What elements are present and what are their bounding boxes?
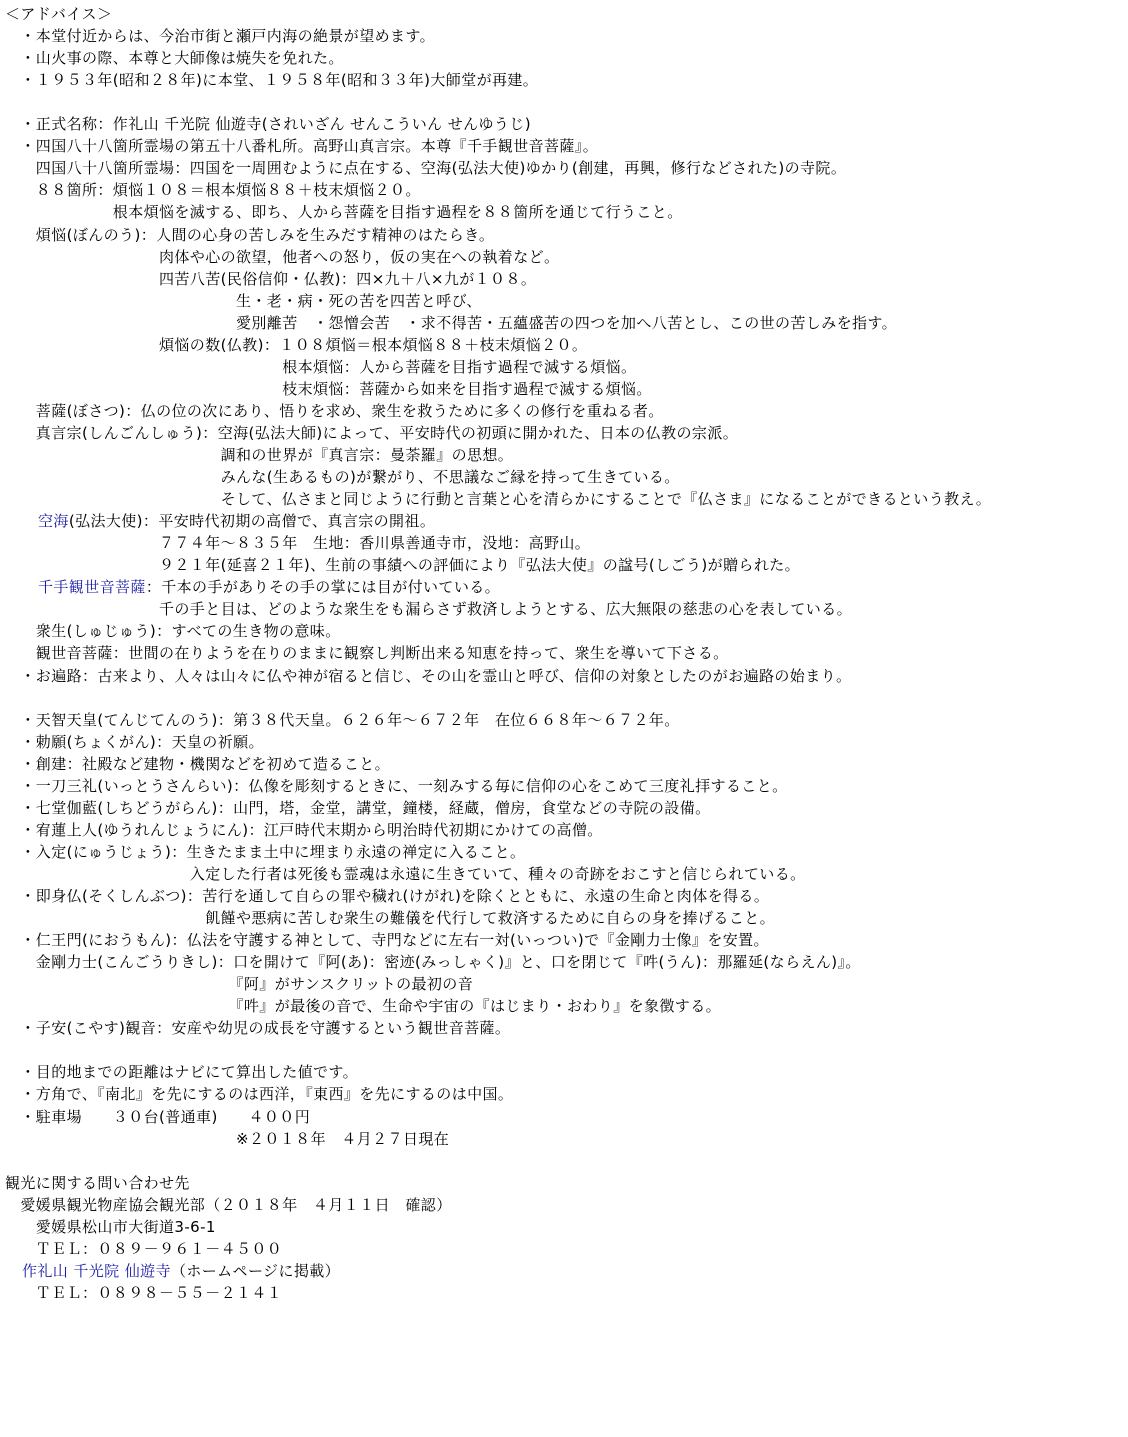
line-text: 四国八十八箇所霊場：四国を一周囲むように点在する、空海(弘法大使)ゆかり(創建，再興，修行などされた)の寺院。 (5, 159, 847, 178)
text-line (5, 290, 482, 312)
text-line (5, 1083, 513, 1105)
text-line (5, 775, 788, 797)
line-text: ：千本の手がありその手の掌には目が付いている。 (145, 578, 501, 597)
text-line (5, 268, 536, 290)
line-text: ７７４年～８３５年 生地：香川県善通寺市，没地：高野山。 (5, 534, 591, 553)
text-line (5, 224, 494, 246)
line-text: ・天智天皇(てんじてんのう)：第３８代天皇。６２６年～６７２年 在位６６８年～６７２年。 (5, 710, 680, 729)
line-text: 煩悩(ぼんのう)：人間の心身の苦しみを生みだす精神のはたらき。 (5, 225, 495, 244)
line-text: 飢饉や悪病に苦しむ衆生の難儀を代行して救済するために自らの身を捧げること。 (5, 909, 776, 928)
line-text: 根本煩悩を滅する、即ち、人から菩薩を目指す過程を８８箇所を通じて行うこと。 (5, 203, 683, 222)
text-line (38, 510, 435, 532)
text-line (5, 1194, 452, 1216)
line-text: ＴＥＬ：０８９８－５５－２１４１ (5, 1283, 283, 1302)
term-link[interactable]: 空海 (38, 512, 69, 531)
line-text: ＜アドバイス＞ (5, 5, 113, 23)
text-line (5, 135, 598, 157)
line-text: ・１９５３年(昭和２８年)に本堂、１９５８年(昭和３３年)大師堂が再建。 (5, 71, 539, 90)
line-text: ９２１年(延喜２１年)、生前の事績への評価により『弘法大使』の諡号(しごう)が贈られた。 (5, 556, 801, 575)
line-text: みんな(生あるもの)が繋がり、不思議なご縁を持って生きている。 (5, 468, 680, 487)
text-line (5, 620, 341, 642)
line-text: 金剛力士(こんごうりきし)：口を開けて『阿(あ)：密迹(みっしゃく)』と、口を閉じて『吽(うん)：那羅延(ならえん)』。 (5, 953, 861, 972)
line-text: 愛別離苦 ・怨憎会苦 ・求不得苦・五蘊盛苦の四つを加へ八苦とし、この世の苦しみを指す。 (5, 313, 898, 332)
text-line (5, 907, 775, 929)
text-line (5, 532, 590, 554)
line-text: ・入定(にゅうじょう)：生きたまま土中に埋まり永遠の禅定に入ること。 (5, 842, 526, 861)
text-line (5, 1128, 449, 1150)
text-line (5, 1061, 358, 1083)
line-text: 肉体や心の欲望，他者への怒り，仮の実在への執着など。 (5, 247, 560, 266)
text-line (5, 863, 806, 885)
text-line (5, 179, 421, 201)
text-line (5, 444, 513, 466)
text-line (5, 334, 587, 356)
line-text: ８８箇所：煩悩１０８＝根本煩悩８８＋枝末煩悩２０。 (5, 181, 421, 200)
line-text: ・宥蓮上人(ゆうれんじょうにん)：江戸時代末期から明治時代初期にかけての高僧。 (5, 820, 603, 839)
line-text: （ホームページに掲載） (170, 1261, 341, 1280)
line-text: 観光に関する問い合わせ先 (5, 1173, 190, 1192)
text-line (5, 312, 897, 334)
line-text: ・一刀三礼(いっとうさんらい)：仏像を彫刻するときに、一刻みする毎に信仰の心をこめて三度礼拝すること。 (5, 776, 788, 795)
text-line (5, 69, 538, 91)
line-text: (弘法大使)：平安時代初期の高僧で、真言宗の開祖。 (68, 512, 436, 531)
text-line (5, 378, 652, 400)
line-text: ・目的地までの距離はナビにて算出した値です。 (5, 1063, 359, 1082)
text-line (5, 3, 112, 25)
line-text: そして、仏さまと同じように行動と言葉と心を清らかにすることで『仏さま』になることができるという教え。 (5, 490, 992, 509)
text-line (5, 554, 800, 576)
text-line (5, 1238, 282, 1260)
text-line (38, 576, 500, 598)
line-text: 『阿』がサンスクリットの最初の音 (5, 975, 474, 994)
text-line (5, 422, 738, 444)
text-line (5, 201, 683, 223)
text-line (5, 731, 264, 753)
text-line (5, 819, 603, 841)
text-line (5, 1017, 510, 1039)
text-line (5, 929, 769, 951)
text-line (5, 400, 664, 422)
text-line (5, 1216, 216, 1238)
line-text: 真言宗(しんごんしゅう)：空海(弘法大師)によって、平安時代の初頭に開かれた、日本の仏教の宗派。 (5, 423, 739, 442)
text-line (5, 356, 636, 378)
text-line (5, 665, 851, 687)
line-text: 千の手と目は、どのような衆生をも漏らさず救済しようとする、広大無限の慈悲の心を表している。 (5, 600, 853, 619)
text-line (5, 885, 769, 907)
text-line (5, 157, 846, 179)
line-text: 愛媛県松山市大街道3-6-1 (5, 1217, 216, 1236)
term-link[interactable]: 千手観世音菩薩 (38, 578, 146, 597)
line-text: ・創建：社殿など建物・機関などを初めて造ること。 (5, 754, 391, 773)
line-text: ・お遍路：古来より、人々は山々に仏や神が宿ると信じ、その山を霊山と呼び、信仰の対象としたのがお遍路の始まり。 (5, 666, 852, 685)
text-line (5, 1172, 190, 1194)
line-text: ※２０１８年 ４月２７日現在 (5, 1129, 450, 1148)
line-text: ・方角で、『南北』を先にするのは西洋，『東西』を先にするのは中国。 (5, 1085, 514, 1104)
line-text: 『吽』が最後の音で、生命や宇宙の『はじまり・おわり』を象徴する。 (5, 997, 722, 1016)
text-line (5, 466, 680, 488)
line-text: 調和の世界が『真言宗：曼荼羅』の思想。 (5, 446, 514, 464)
text-line (5, 1282, 282, 1304)
line-text: ・正式名称：作礼山 千光院 仙遊寺(されいざん せんこういん せんゆうじ) (5, 115, 531, 134)
text-line (5, 973, 473, 995)
text-line (5, 642, 729, 664)
line-text: ・四国八十八箇所霊場の第五十八番札所。高野山真言宗。本尊『千手観世音菩薩』。 (5, 137, 599, 156)
text-line (5, 598, 852, 620)
term-link[interactable]: 作礼山 千光院 仙遊寺 (22, 1261, 171, 1280)
text-line (5, 709, 680, 731)
text-line (5, 113, 531, 135)
line-text: 愛媛県観光物産協会観光部（２０１８年 ４月１１日 確認） (5, 1195, 452, 1214)
line-text: ・本堂付近からは、今治市街と瀬戸内海の絶景が望めます。 (5, 27, 436, 46)
line-text: ・七堂伽藍(しちどうがらん)：山門，塔，金堂，講堂，鐘楼，経蔵，僧房，食堂などの寺院の設備。 (5, 798, 711, 817)
line-text: 四苦八苦(民俗信仰・仏教)：四×九＋八×九が１０８。 (5, 269, 537, 288)
text-line (5, 1106, 310, 1128)
text-line (5, 797, 711, 819)
line-text: ・子安(こやす)観音：安産や幼児の成長を守護するという観世音菩薩。 (5, 1019, 511, 1038)
text-line (5, 841, 525, 863)
line-text: 枝末煩悩：菩薩から如来を目指す過程で滅する煩悩。 (5, 379, 652, 398)
line-text: ・山火事の際、本尊と大師像は焼失を免れた。 (5, 49, 344, 68)
text-line (5, 25, 435, 47)
line-text: ・仁王門(におうもん)：仏法を守護する神として、寺門などに左右一対(いっつい)で『金剛力士像』を安置。 (5, 931, 769, 950)
line-text: ・駐車場 ３０台(普通車) ４００円 (5, 1107, 311, 1126)
line-text: 煩悩の数(仏教)：１０８煩悩＝根本煩悩８８＋枝末煩悩２０。 (5, 335, 588, 354)
line-text: 衆生(しゅじゅう)：すべての生き物の意味。 (5, 622, 341, 641)
text-line (22, 1260, 340, 1282)
text-line (5, 995, 721, 1017)
line-text: ・勅願(ちょくがん)：天皇の祈願。 (5, 732, 264, 751)
line-text: 根本煩悩：人から菩薩を目指す過程で滅する煩悩。 (5, 357, 637, 376)
text-line (5, 47, 344, 69)
text-line (5, 951, 861, 973)
text-line (5, 753, 390, 775)
line-text: 入定した行者は死後も霊魂は永遠に生きていて、種々の奇跡をおこすと信じられている。 (5, 864, 806, 883)
text-line (5, 488, 991, 510)
line-text: 生・老・病・死の苦を四苦と呼び、 (5, 291, 482, 310)
line-text: 菩薩(ぼさつ)：仏の位の次にあり、悟りを求め、衆生を救うために多くの修行を重ねる者。 (5, 401, 664, 420)
line-text: ＴＥＬ：０８９－９６１－４５００ (5, 1239, 283, 1258)
text-line (5, 246, 559, 268)
line-text: ・即身仏(そくしんぶつ)：苦行を通して自らの罪や穢れ(けがれ)を除くとともに、永遠の生命と肉体を得る。 (5, 887, 770, 905)
line-text: 観世音菩薩：世間の在りようを在りのままに観察し判断出来る知恵を持って、衆生を導いて下さる。 (5, 644, 729, 663)
